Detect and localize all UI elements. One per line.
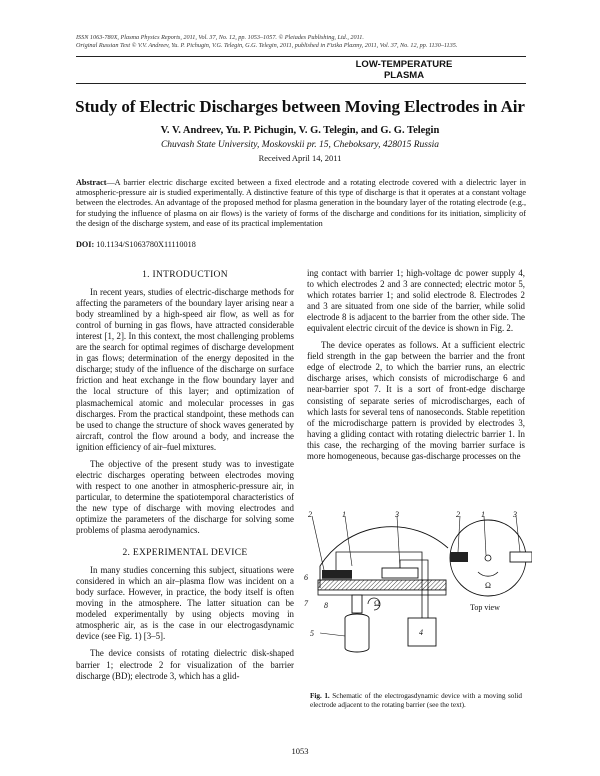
top-label-3: 3 bbox=[513, 510, 517, 519]
leader-1 bbox=[345, 516, 352, 566]
received-date: Received April 14, 2011 bbox=[258, 153, 342, 163]
solid-electrode-8 bbox=[318, 590, 446, 595]
leader-2 bbox=[312, 516, 324, 570]
introduction-heading: 1. INTRODUCTION bbox=[142, 270, 228, 280]
right-column bbox=[307, 268, 525, 468]
fig-label-omega: Ω bbox=[374, 599, 380, 608]
section-heading-line-1: LOW-TEMPERATURE bbox=[355, 59, 453, 70]
top-view-label: Top view bbox=[470, 603, 500, 612]
experimental-paragraph-2: The device consists of rotating dielectric disk-shaped barrier 1; electrode 2 for visualization of the barrier discharge (BD); electrode 3, which has a glid- bbox=[76, 648, 294, 681]
section-heading bbox=[76, 59, 526, 81]
intro-paragraph-2: The objective of the present study was to investigate electric discharges operating between electrodes moving with respect to one another in atmospheric-pressure air, in particular, to determine the spatiotemporal characteristics of the new type of discharge with moving electrodes and optimize the parameters of the discharge for solving some problems of plasma aerodynamics. bbox=[76, 458, 294, 536]
top-view-axis bbox=[485, 555, 491, 561]
leader-3 bbox=[397, 516, 400, 568]
right-paragraph-1: ing contact with barrier 1; high-voltage dc power supply 4, to which electrodes 2 and 3 are connected; electric motor 5, which rotates barrier 1; and solid electrode 8. Electrodes 2 and 3 are situated from one side of the barrier, while solid electrode 8 is adjacent to the barrier from the other side. The equivalent electric circuit of the device is shown in Fig. 2. bbox=[307, 268, 525, 334]
side-view-arc bbox=[320, 527, 448, 566]
electrode-2 bbox=[322, 570, 352, 578]
experimental-paragraph-1: In many studies concerning this subject, situations were considered in which an air–plasma flow was incident on a body surface. However, in practice, the body itself is often moving in the atmosphere. The latter situation can be modeled experimentally by using objects moving in atmospheric air, as is the case in our electrogasdynamic device (see Fig. 1) [3–5]. bbox=[76, 565, 294, 642]
fig-label-6: 6 bbox=[304, 573, 308, 582]
doi-label: DOI: bbox=[76, 240, 95, 249]
fig-label-7: 7 bbox=[304, 599, 308, 608]
figure-caption-label: Fig. 1. bbox=[310, 692, 330, 700]
paper-affiliation: Chuvash State University, Moskovskii pr. 15, Cheboksary, 428015 Russia bbox=[160, 140, 440, 150]
electric-motor-5 bbox=[345, 618, 369, 652]
doi-value: 10.1134/S1063780X11110018 bbox=[94, 240, 196, 249]
motor-shaft bbox=[352, 595, 362, 613]
top-label-1: 1 bbox=[481, 510, 485, 519]
fig-label-8: 8 bbox=[324, 601, 328, 610]
fig-label-1: 1 bbox=[342, 510, 346, 519]
electrode-3 bbox=[382, 568, 418, 578]
left-column bbox=[76, 268, 294, 688]
fig-label-3: 3 bbox=[395, 510, 399, 519]
doi bbox=[76, 240, 196, 249]
figure-caption-text: Schematic of the electrogasdynamic device with a moving solid electrode adjacent to the rotating barrier (see the text). bbox=[310, 692, 522, 709]
right-paragraph-2: The device operates as follows. At a sufficient electric field strength in the gap between the barrier and the front edge of electrode 2, to which the barrier runs, an electric discharge arises, which consists of microdischarge 6 and near-barrier spot 7. It is a sort of front-edge discharge consisting of separate series of microdischarges, each of which lasts for several tens of nanoseconds. Stable repetition of the microdischarge pattern is provided by electrodes 3, having a gliding contact with rotating dielectric barrier 1. In this case, the recharging of the moving barrier surface is more homogeneous, because gas-discharge processes on the bbox=[307, 340, 525, 461]
top-label-omega: Ω bbox=[485, 581, 491, 590]
page-number: 1053 bbox=[291, 746, 309, 756]
microdischarge-6 bbox=[322, 578, 352, 580]
figure-caption bbox=[310, 692, 522, 709]
abstract-text: —A barrier electric discharge excited between a fixed electrode and a rotating electrode covered with a dielectric layer in atmospheric-pressure air is studied experimentally. A distinctive feature of this type of discharge is that it operates at a constant voltage between the electrodes. An advantage of the proposed method for plasma generation in the boundary layer of the rotating electrode (e.g., for studying the influence of plasma on air flows) is the variety of forms of the discharge and conditions for its initiation, simplicity of the design of the discharge system, and ease of its practical implementation bbox=[76, 178, 526, 228]
section-heading-line-2: PLASMA bbox=[383, 70, 425, 81]
top-label-2: 2 bbox=[456, 510, 460, 519]
fig-label-4: 4 bbox=[419, 628, 423, 637]
intro-paragraph-1: In recent years, studies of electric-discharge methods for affecting the parameters of the boundary layer arising near a body streamlined by a high-speed air flow, as well as for control of burning in gas flows, have attracted considerable interest [1, 2]. In this context, the most challenging problems are the search for optimal regimes of discharge development in gas flows; determination of the energy deposited in the discharge; study of the influence of the discharge on surface friction and heat exchange in the flow boundary layer and the local structure of this layer; and optimization of plasmachemical atomic and molecular processes in gas discharges. From the practical standpoint, these methods can be used to change the structure of shock waves generated by aircraft, control the flow around a body, and increase the ignition efficiency of air–fuel mixtures. bbox=[76, 287, 294, 452]
journal-header-line-2: Original Russian Text © V.V. Andreev, Yu. P. Pichugin, V.G. Telegin, G.G. Telegin, 2011, published in Fizika Plazmy, 2011, Vol. 37, No. 12, pp. 1130–1135. bbox=[76, 42, 458, 49]
leader-5 bbox=[320, 633, 345, 636]
top-view-electrode-3 bbox=[510, 552, 532, 562]
dielectric-barrier bbox=[318, 580, 446, 590]
figure-1-schematic bbox=[300, 508, 532, 683]
experimental-heading: 2. EXPERIMENTAL DEVICE bbox=[122, 548, 248, 559]
top-view-electrode-2 bbox=[450, 552, 468, 562]
paper-title: Study of Electric Discharges between Moving Electrodes in Air bbox=[75, 97, 525, 116]
fig-label-2: 2 bbox=[308, 510, 312, 519]
paper-authors: V. V. Andreev, Yu. P. Pichugin, V. G. Telegin, and G. G. Telegin bbox=[160, 125, 440, 136]
top-rule bbox=[76, 56, 526, 57]
abstract bbox=[76, 178, 526, 229]
journal-header-line-1: ISSN 1063-780X, Plasma Physics Reports, 2011, Vol. 37, No. 12, pp. 1053–1057. © Pleiades Publishing, Ltd., 2011. bbox=[76, 34, 364, 41]
fig-label-5: 5 bbox=[310, 629, 314, 638]
abstract-label: Abstract bbox=[76, 178, 107, 187]
section-rule bbox=[76, 83, 526, 84]
